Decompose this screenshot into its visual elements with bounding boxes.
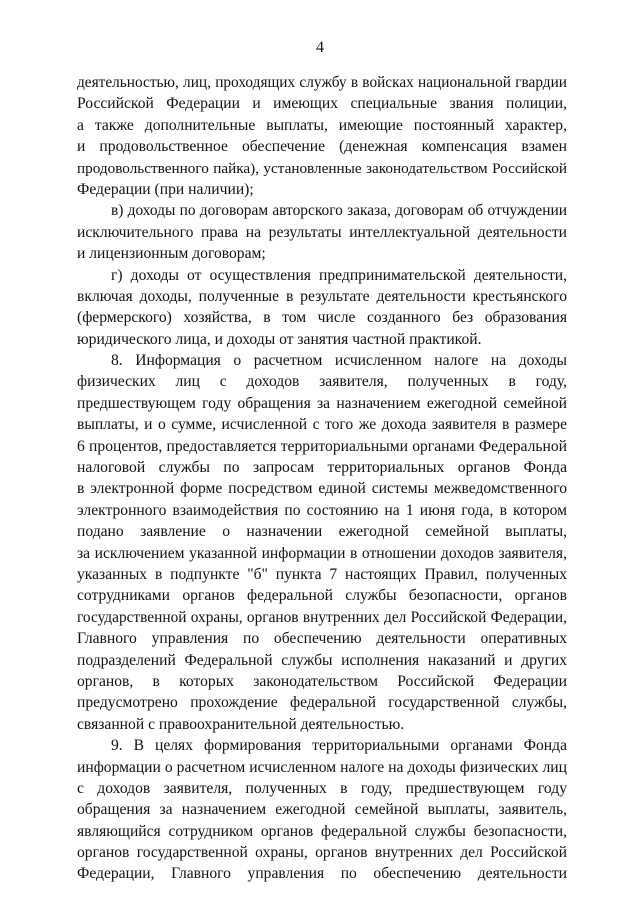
text-line: указанных в подпункте "б" пункта 7 настоящих Правил, полученных	[77, 565, 567, 583]
text-line: г) доходы от осуществления предпринимательской деятельности,	[111, 266, 567, 284]
text-line: Федерации (при наличии);	[77, 180, 254, 198]
text-line: налоговой службы по запросам территориальных органов Фонда	[77, 459, 567, 477]
text-line: государственной охраны, органов внутренних дел Российской Федерации,	[77, 608, 567, 626]
text-line: (фермерского) хозяйства, в том числе созданного без образования	[77, 309, 567, 327]
text-line: продовольственного пайка), установленные законодательством Российской	[77, 159, 567, 177]
text-line: с доходов заявителя, полученных в году, предшествующем году	[77, 779, 567, 797]
text-line: предусмотрено прохождение федеральной государственной службы,	[77, 694, 567, 712]
text-line: сотрудниками органов федеральной службы безопасности, органов	[77, 587, 567, 605]
text-line: подано заявление о назначении ежегодной семейной выплаты,	[77, 523, 567, 541]
text-line: 9. В целях формирования территориальными органами Фонда	[111, 737, 567, 755]
text-line: Российской Федерации и имеющих специальные звания полиции,	[77, 95, 567, 113]
text-line: Федерации, Главного управления по обеспечению деятельности	[77, 865, 567, 883]
document-body	[77, 72, 567, 885]
text-line: 6 процентов, предоставляется территориальными органами Федеральной	[77, 437, 567, 455]
page-number: 4	[316, 39, 324, 56]
text-line: предшествующем году обращения за назначением ежегодной семейной	[77, 394, 567, 412]
text-line: физических лиц с доходов заявителя, полученных в году,	[77, 373, 567, 391]
text-line: Главного управления по обеспечению деятельности оперативных	[77, 630, 567, 648]
text-line: и продовольственное обеспечение (денежная компенсация взамен	[77, 138, 567, 156]
text-line: электронного взаимодействия по состоянию на 1 июня года, в котором	[77, 501, 567, 519]
text-line: являющийся сотрудником органов федеральной службы безопасности,	[77, 822, 567, 840]
text-line: за исключением указанной информации в отношении доходов заявителя,	[77, 544, 567, 562]
text-line: связанной с правоохранительной деятельностью.	[77, 715, 405, 733]
text-line: в) доходы по договорам авторского заказа, договорам об отчуждении	[111, 202, 567, 220]
text-line: деятельностью, лиц, проходящих службу в войсках национальной гвардии	[77, 74, 567, 91]
text-line: выплаты, и о сумме, исчисленной с того же дохода заявителя в размере	[77, 416, 567, 434]
text-line: подразделений Федеральной службы исполнения наказаний и других	[77, 651, 567, 669]
text-line: исключительного права на результаты интеллектуальной деятельности	[77, 223, 567, 241]
text-line: а также дополнительные выплаты, имеющие постоянный характер,	[77, 116, 567, 134]
text-line: юридического лица, и доходы от занятия частной практикой.	[77, 330, 482, 348]
text-line: информации о расчетном исчисленном налоге на доходы физических лиц	[77, 758, 567, 776]
text-line: 8. Информация о расчетном исчисленном налоге на доходы	[111, 352, 567, 370]
text-line: обращения за назначением ежегодной семейной выплаты, заявитель,	[77, 801, 567, 819]
text-line: включая доходы, полученные в результате деятельности крестьянского	[77, 287, 567, 305]
text-line: и лицензионным договорам;	[77, 245, 266, 263]
text-line: органов, в которых законодательством Российской Федерации	[77, 672, 567, 690]
text-line: органов государственной охраны, органов внутренних дел Российской	[77, 844, 567, 862]
text-line: в электронной форме посредством единой системы межведомственного	[77, 480, 567, 498]
